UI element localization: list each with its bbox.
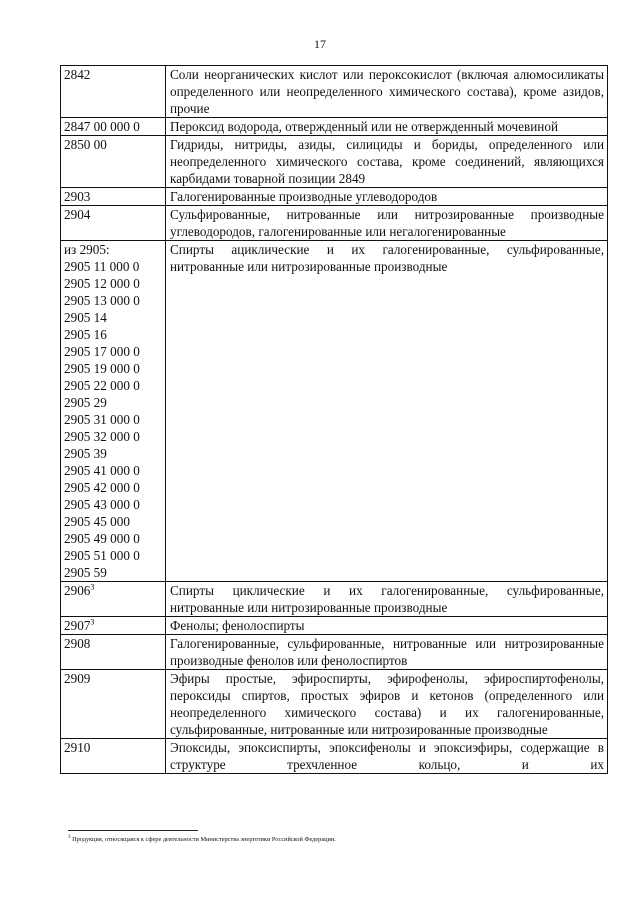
commodity-code: 2903	[64, 189, 91, 204]
commodity-code: 2905 43 000 0	[64, 497, 140, 512]
commodity-code: 2905 31 000 0	[64, 412, 140, 427]
code-cell	[61, 617, 166, 635]
commodity-code: 2905 45 000	[64, 514, 130, 529]
commodity-code: 2908	[64, 636, 91, 651]
commodity-code: 2905 42 000 0	[64, 480, 140, 495]
commodity-code: 2905 51 000 0	[64, 548, 140, 563]
table-row	[61, 188, 608, 206]
description-cell: Сульфированные, нитрованные или нитрозированные производные углеводородов, галогенированные или негалогенированные	[166, 206, 608, 241]
commodity-code: 2905 17 000 0	[64, 344, 140, 359]
commodity-code: 2905 11 000 0	[64, 259, 140, 274]
code-cell	[61, 241, 166, 582]
code-cell	[61, 118, 166, 136]
code-cell	[61, 739, 166, 774]
commodity-code: 2850 00	[64, 137, 107, 152]
commodity-code: 2905 49 000 0	[64, 531, 140, 546]
footnote-ref: 3	[90, 582, 95, 592]
table-row	[61, 739, 608, 774]
footnote-ref: 3	[90, 617, 95, 627]
description-cell: Соли неорганических кислот или пероксокислот (включая алюмосиликаты определенного или неопределенного химического состава), кроме азидов, прочие	[166, 66, 608, 118]
code-cell	[61, 136, 166, 188]
commodity-code: 2905 16	[64, 327, 107, 342]
table-row	[61, 635, 608, 670]
table-row	[61, 136, 608, 188]
commodity-code: 2910	[64, 740, 91, 755]
footnote-text: Продукция, относящаяся к сфере деятельности Министерства энергетики Российской Федерации.	[72, 836, 336, 843]
commodity-code: 2905 39	[64, 446, 107, 461]
description-cell: Галогенированные производные углеводородов	[166, 188, 608, 206]
commodity-code: 2905 59	[64, 565, 107, 580]
table-row	[61, 582, 608, 617]
code-cell	[61, 188, 166, 206]
table-row	[61, 241, 608, 582]
code-cell	[61, 635, 166, 670]
commodity-code: 2905 29	[64, 395, 107, 410]
code-cell	[61, 66, 166, 118]
commodity-code: 2842	[64, 67, 91, 82]
commodity-code: 2905 32 000 0	[64, 429, 140, 444]
description-cell: Спирты ациклические и их галогенированные, сульфированные, нитрованные или нитрозированные производные	[166, 241, 608, 582]
description-cell: Спирты циклические и их галогенированные, сульфированные, нитрованные или нитрозированные производные	[166, 582, 608, 617]
code-cell	[61, 670, 166, 739]
description-cell: Эпоксиды, эпоксиспирты, эпоксифенолы и эпоксиэфиры, содержащие в структуре трехчленное кольцо, и их	[166, 739, 608, 774]
page-number: 17	[314, 37, 326, 51]
commodity-code: 2909	[64, 671, 91, 686]
commodity-code: 2905 13 000 0	[64, 293, 140, 308]
commodity-code: 2906$^3$	[64, 582, 95, 598]
description-cell: Эфиры простые, эфироспирты, эфирофенолы, эфироспиртофенолы, пероксиды спиртов, простых эфиров и кетонов (определенного или неопределенного химического состава) и их галогенированные, сульфированные, нитрованные или нитрозированные производные	[166, 670, 608, 739]
commodity-code: 2907$^3$	[64, 617, 95, 633]
footnote	[68, 836, 588, 844]
code-cell	[61, 582, 166, 617]
description-cell: Гидриды, нитриды, азиды, силициды и бориды, определенного или неопределенного химического состава, кроме соединений, являющихся карбидами товарной позиции 2849	[166, 136, 608, 188]
table-row	[61, 66, 608, 118]
footnote-marker: 3	[68, 834, 71, 840]
commodity-code: 2904	[64, 207, 91, 222]
commodity-code: 2847 00 000 0	[64, 119, 140, 134]
table-row	[61, 206, 608, 241]
commodity-code: 2905 12 000 0	[64, 276, 140, 291]
commodity-code: из 2905:	[64, 242, 110, 257]
commodity-code-table	[60, 65, 608, 774]
description-cell: Пероксид водорода, отвержденный или не отвержденный мочевиной	[166, 118, 608, 136]
table-row	[61, 670, 608, 739]
commodity-code: 2905 19 000 0	[64, 361, 140, 376]
commodity-code: 2905 41 000 0	[64, 463, 140, 478]
code-cell	[61, 206, 166, 241]
description-cell: Фенолы; фенолоспирты	[166, 617, 608, 635]
table-row	[61, 617, 608, 635]
commodity-code: 2905 22 000 0	[64, 378, 140, 393]
footnote-divider	[68, 830, 198, 831]
commodity-code: 2905 14	[64, 310, 107, 325]
description-cell: Галогенированные, сульфированные, нитрованные или нитрозированные производные фенолов или фенолоспиртов	[166, 635, 608, 670]
table-row	[61, 118, 608, 136]
